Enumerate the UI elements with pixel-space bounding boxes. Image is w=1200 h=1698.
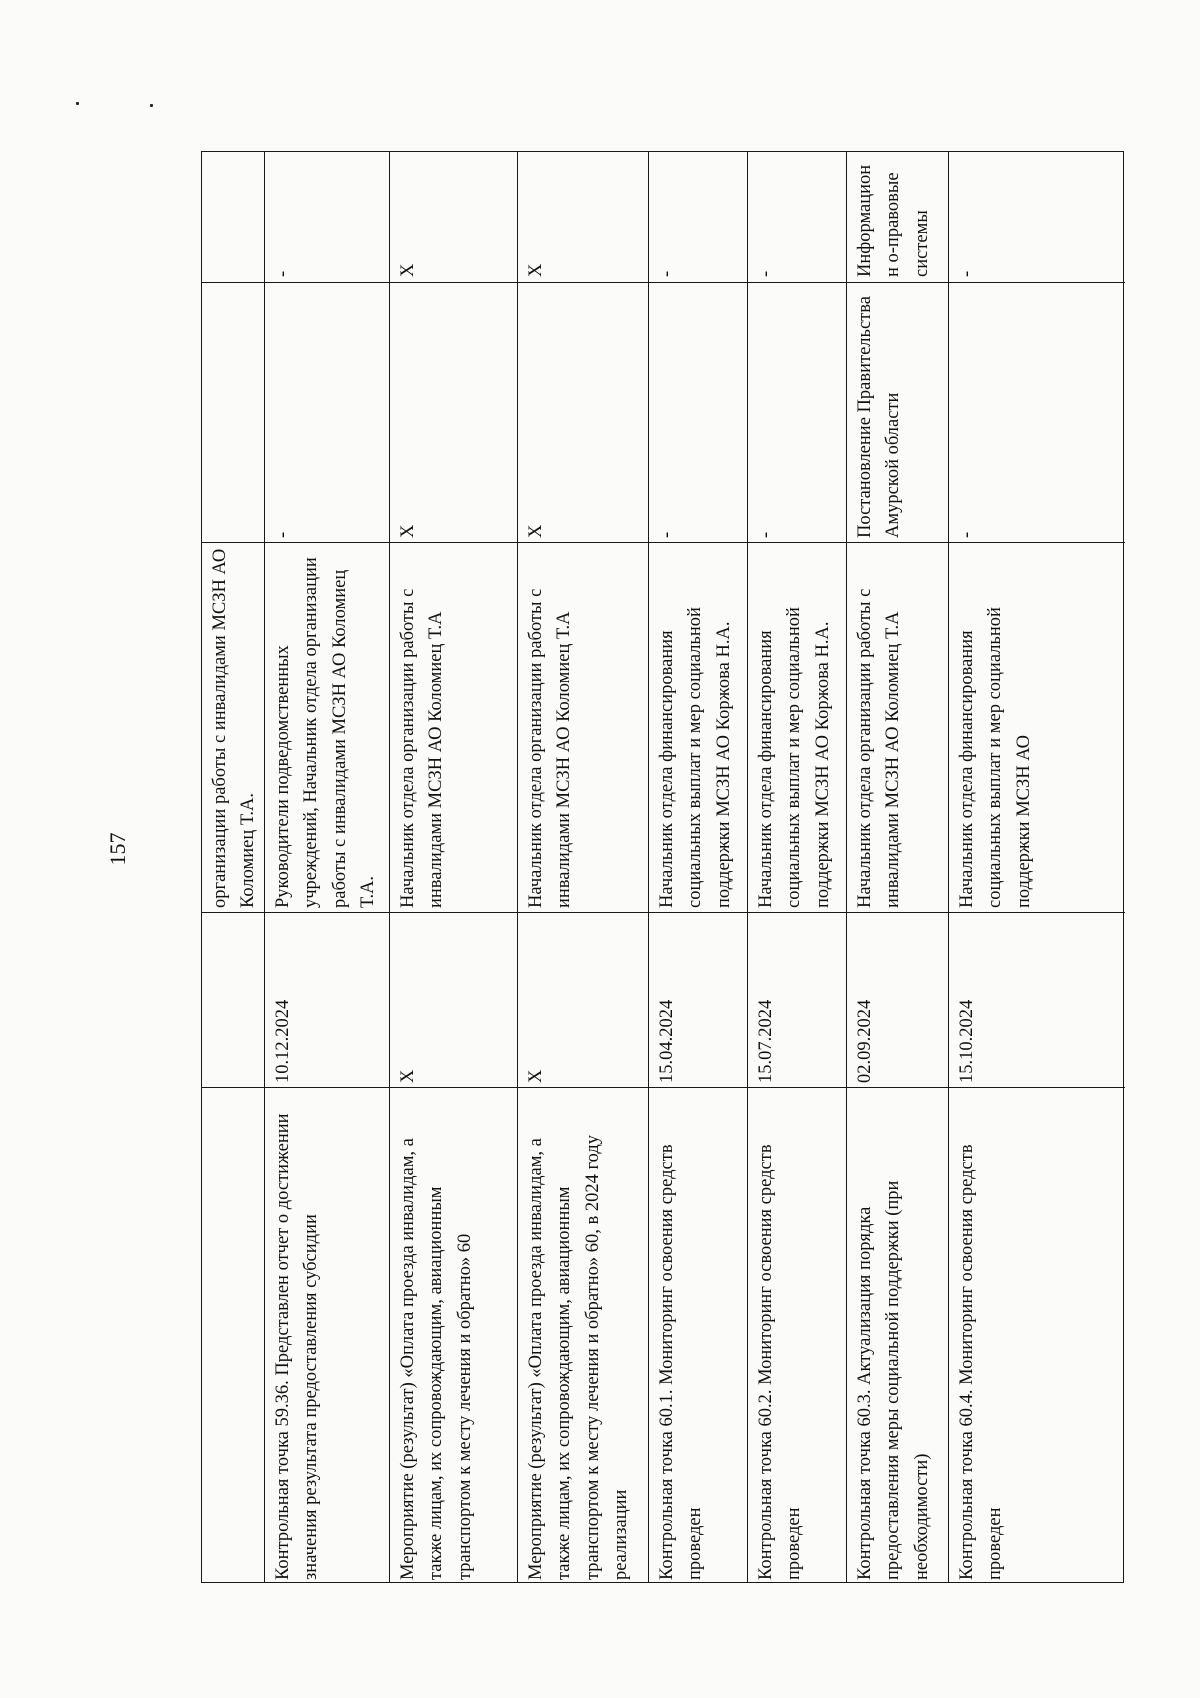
responsible-cell — [847, 542, 948, 912]
responsible-cell-text: Руководители подведомственных учреждений, Начальник отдела организации работы с инвалидами МСЗН АО Коломиец Т.А. — [273, 557, 378, 908]
responsible-cell-text: Начальник отдела организации работы с инвалидами МСЗН АО Коломиец Т.А — [398, 588, 447, 908]
responsible-cell-text: Начальник отдела финансирования социальных выплат и мер социальной поддержки МСЗН АО Коржова Н.А. — [756, 607, 833, 908]
date-cell — [649, 912, 747, 1087]
event-cell — [748, 1087, 846, 1584]
event-cell-text: Мероприятие (результат) «Оплата проезда инвалидам, а также лицам, их сопровождающим, авиационным транспортом к месту лечения и обратно» 60 — [398, 1138, 475, 1580]
system-cell — [748, 152, 846, 282]
system-cell-text: X — [526, 263, 546, 277]
table-row — [518, 152, 649, 1582]
date-cell-text: 15.04.2024 — [657, 999, 677, 1083]
table-row — [202, 152, 265, 1582]
system-cell — [390, 152, 517, 282]
responsible-cell — [649, 542, 747, 912]
document-table — [201, 151, 1124, 1583]
system-cell-text: X — [398, 263, 418, 277]
event-cell — [265, 1087, 389, 1584]
responsible-cell — [949, 542, 1125, 912]
table-row — [847, 152, 949, 1582]
table-row — [390, 152, 518, 1582]
event-cell-text: Контрольная точка 60.2. Мониторинг освоения средств проведен — [756, 1144, 805, 1580]
event-cell-text: Мероприятие (результат) «Оплата проезда инвалидам, а также лицам, их сопровождающим, авиационным транспортом к месту лечения и обратно» 60, в 2024 году реализации — [526, 1135, 631, 1580]
date-cell-text: X — [526, 1069, 546, 1083]
responsible-cell — [265, 542, 389, 912]
event-cell — [390, 1087, 517, 1584]
document-cell-text: X — [398, 524, 418, 538]
date-cell-text — [202, 913, 264, 1087]
event-cell — [649, 1087, 747, 1584]
system-cell-text: Информационн о-правовые системы — [855, 164, 932, 277]
page-number: 157 — [105, 832, 130, 866]
document-cell — [390, 282, 517, 542]
document-cell-text: X — [526, 524, 546, 538]
responsible-cell — [390, 542, 517, 912]
system-cell-text: - — [273, 270, 293, 277]
event-cell — [518, 1087, 648, 1584]
event-cell-text: Контрольная точка 60.4. Мониторинг освоения средств проведен — [957, 1144, 1006, 1580]
event-cell — [847, 1087, 948, 1584]
event-cell — [202, 1087, 264, 1584]
document-cell — [748, 282, 846, 542]
date-cell — [390, 912, 517, 1087]
system-cell — [518, 152, 648, 282]
table-row — [649, 152, 748, 1582]
event-cell-text: Контрольная точка 60.1. Мониторинг освоения средств проведен — [657, 1144, 706, 1580]
document-cell — [649, 282, 747, 542]
system-cell-text: - — [657, 270, 677, 277]
document-cell-text — [202, 283, 264, 542]
system-cell — [949, 152, 1125, 282]
document-cell-text: - — [756, 531, 776, 538]
event-cell-text: Контрольная точка 59.36. Представлен отчет о достижении значения результата предоставления субсидии — [273, 1113, 322, 1580]
event-cell — [949, 1087, 1125, 1584]
responsible-cell — [518, 542, 648, 912]
responsible-cell — [748, 542, 846, 912]
date-cell — [518, 912, 648, 1087]
scan-speck — [76, 102, 79, 105]
system-cell — [202, 152, 264, 282]
date-cell — [949, 912, 1125, 1087]
responsible-cell-text: Начальник отдела финансирования социальных выплат и мер социальной поддержки МСЗН АО — [957, 607, 1034, 908]
date-cell-text: 15.07.2024 — [756, 999, 776, 1083]
table-row — [748, 152, 847, 1582]
date-cell — [202, 912, 264, 1087]
responsible-cell-text: организации работы с инвалидами МСЗН АО Коломиец Т.А. — [210, 548, 259, 908]
date-cell — [265, 912, 389, 1087]
document-cell-text: Постановление Правительства Амурской области — [855, 296, 904, 538]
table-row — [265, 152, 390, 1582]
responsible-cell-text: Начальник отдела финансирования социальных выплат и мер социальной поддержки МСЗН АО Коржова Н.А. — [657, 607, 734, 908]
document-cell-text: - — [273, 531, 293, 538]
document-cell — [265, 282, 389, 542]
document-cell — [949, 282, 1125, 542]
document-cell-text: - — [957, 531, 977, 538]
scan-speck — [150, 104, 153, 107]
responsible-cell-text: Начальник отдела организации работы с инвалидами МСЗН АО Коломиец Т.А — [855, 588, 904, 908]
date-cell-text: 15.10.2024 — [957, 999, 977, 1083]
responsible-cell-text: Начальник отдела организации работы с инвалидами МСЗН АО Коломиец Т.А — [526, 588, 575, 908]
date-cell-text: X — [398, 1069, 418, 1083]
document-cell-text: - — [657, 531, 677, 538]
date-cell — [847, 912, 948, 1087]
document-cell — [202, 282, 264, 542]
date-cell — [748, 912, 846, 1087]
table-row — [949, 152, 1125, 1582]
system-cell-text: - — [756, 270, 776, 277]
system-cell-text: - — [957, 270, 977, 277]
date-cell-text: 10.12.2024 — [273, 999, 293, 1083]
document-cell — [847, 282, 948, 542]
event-cell-text: Контрольная точка 60.3. Актуализация порядка предоставления меры социальной поддержки (при необходимости) — [855, 1180, 932, 1580]
system-cell — [649, 152, 747, 282]
system-cell — [847, 152, 948, 282]
document-cell — [518, 282, 648, 542]
system-cell — [265, 152, 389, 282]
event-cell-text — [202, 1088, 264, 1584]
system-cell-text — [202, 152, 264, 282]
responsible-cell — [202, 542, 264, 912]
date-cell-text: 02.09.2024 — [855, 999, 875, 1083]
